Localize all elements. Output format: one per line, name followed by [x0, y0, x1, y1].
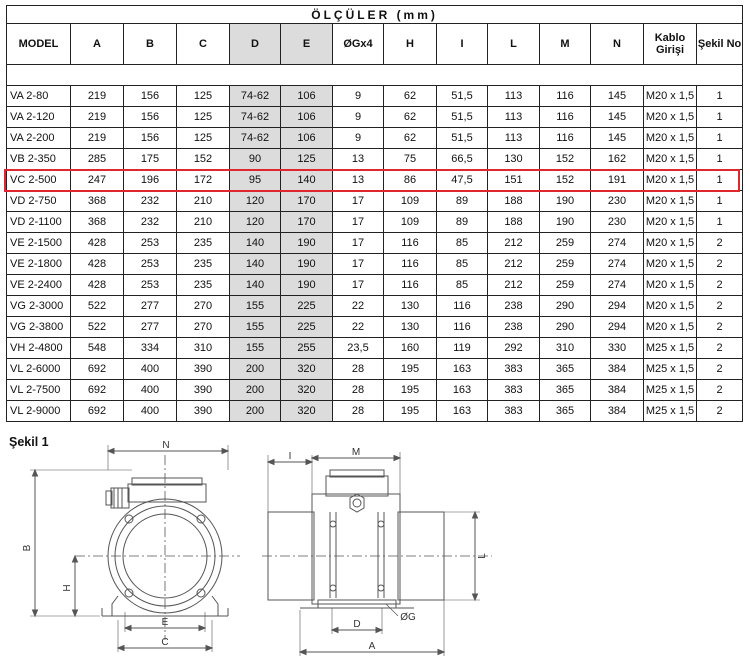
value-cell: 62: [384, 128, 437, 149]
value-cell: 163: [437, 401, 488, 422]
model-cell: VB 2-350: [7, 149, 71, 170]
dim-label-c: C: [161, 637, 169, 648]
value-cell: 22: [333, 296, 384, 317]
value-cell: 74-62: [230, 128, 281, 149]
value-cell: 400: [124, 401, 177, 422]
value-cell: 125: [281, 149, 333, 170]
value-cell: 548: [71, 338, 124, 359]
front-view: [30, 445, 240, 652]
value-cell: M20 x 1,5: [644, 317, 697, 338]
value-cell: 274: [591, 254, 644, 275]
value-cell: 9: [333, 107, 384, 128]
value-cell: 140: [230, 275, 281, 296]
value-cell: 17: [333, 254, 384, 275]
value-cell: 140: [230, 233, 281, 254]
value-cell: 86: [384, 170, 437, 191]
value-cell: 155: [230, 296, 281, 317]
model-cell: VE 2-2400: [7, 275, 71, 296]
value-cell: 253: [124, 275, 177, 296]
value-cell: 47,5: [437, 170, 488, 191]
header-cell: M: [540, 24, 591, 65]
value-cell: 1: [697, 170, 743, 191]
value-cell: 390: [177, 401, 230, 422]
value-cell: 191: [591, 170, 644, 191]
value-cell: M25 x 1,5: [644, 338, 697, 359]
value-cell: 163: [437, 359, 488, 380]
value-cell: 162: [591, 149, 644, 170]
model-cell: VL 2-7500: [7, 380, 71, 401]
header-cell: ØGx4: [333, 24, 384, 65]
model-cell: VG 2-3800: [7, 317, 71, 338]
dim-label-b: B: [22, 544, 33, 552]
value-cell: M20 x 1,5: [644, 296, 697, 317]
model-cell: VG 2-3000: [7, 296, 71, 317]
header-cell: E: [281, 24, 333, 65]
value-cell: 13: [333, 170, 384, 191]
value-cell: 232: [124, 191, 177, 212]
value-cell: 89: [437, 191, 488, 212]
header-cell: I: [437, 24, 488, 65]
header-cell: N: [591, 24, 644, 65]
value-cell: 156: [124, 107, 177, 128]
value-cell: 219: [71, 128, 124, 149]
value-cell: 130: [384, 317, 437, 338]
value-cell: 155: [230, 338, 281, 359]
value-cell: 365: [540, 401, 591, 422]
value-cell: 235: [177, 275, 230, 296]
value-cell: 140: [281, 170, 333, 191]
value-cell: 294: [591, 296, 644, 317]
value-cell: 522: [71, 317, 124, 338]
value-cell: 51,5: [437, 128, 488, 149]
header-cell: L: [488, 24, 540, 65]
value-cell: 428: [71, 233, 124, 254]
value-cell: 120: [230, 191, 281, 212]
header-cell: Şekil No: [697, 24, 743, 65]
value-cell: 160: [384, 338, 437, 359]
value-cell: 170: [281, 212, 333, 233]
value-cell: M20 x 1,5: [644, 107, 697, 128]
table-title: ÖLÇÜLER (mm): [7, 6, 743, 24]
header-cell: A: [71, 24, 124, 65]
value-cell: 384: [591, 359, 644, 380]
value-cell: 195: [384, 359, 437, 380]
value-cell: 428: [71, 275, 124, 296]
value-cell: 116: [540, 128, 591, 149]
value-cell: M20 x 1,5: [644, 86, 697, 107]
value-cell: 225: [281, 296, 333, 317]
value-cell: 2: [697, 233, 743, 254]
value-cell: 89: [437, 212, 488, 233]
value-cell: M25 x 1,5: [644, 359, 697, 380]
value-cell: 200: [230, 380, 281, 401]
value-cell: 85: [437, 233, 488, 254]
value-cell: 85: [437, 254, 488, 275]
value-cell: 51,5: [437, 107, 488, 128]
value-cell: 62: [384, 107, 437, 128]
value-cell: 106: [281, 128, 333, 149]
value-cell: 2: [697, 317, 743, 338]
value-cell: 85: [437, 275, 488, 296]
value-cell: 1: [697, 191, 743, 212]
value-cell: 212: [488, 254, 540, 275]
value-cell: 28: [333, 401, 384, 422]
value-cell: 235: [177, 254, 230, 275]
value-cell: 320: [281, 380, 333, 401]
value-cell: 259: [540, 254, 591, 275]
value-cell: 2: [697, 380, 743, 401]
value-cell: 74-62: [230, 86, 281, 107]
value-cell: 2: [697, 254, 743, 275]
value-cell: 1: [697, 107, 743, 128]
value-cell: 116: [384, 233, 437, 254]
value-cell: 196: [124, 170, 177, 191]
value-cell: 253: [124, 254, 177, 275]
header-cell: B: [124, 24, 177, 65]
value-cell: 238: [488, 317, 540, 338]
value-cell: 170: [281, 191, 333, 212]
value-cell: 290: [540, 317, 591, 338]
value-cell: 109: [384, 212, 437, 233]
value-cell: 190: [540, 212, 591, 233]
value-cell: 259: [540, 275, 591, 296]
value-cell: 113: [488, 86, 540, 107]
value-cell: 109: [384, 191, 437, 212]
value-cell: 62: [384, 86, 437, 107]
value-cell: 692: [71, 401, 124, 422]
value-cell: 368: [71, 212, 124, 233]
value-cell: 2: [697, 359, 743, 380]
dim-label-i: I: [288, 451, 292, 462]
value-cell: 190: [540, 191, 591, 212]
value-cell: 212: [488, 275, 540, 296]
value-cell: 2: [697, 401, 743, 422]
value-cell: 277: [124, 317, 177, 338]
value-cell: 1: [697, 149, 743, 170]
value-cell: 238: [488, 296, 540, 317]
figure-caption: Şekil 1: [9, 435, 49, 449]
model-cell: VA 2-200: [7, 128, 71, 149]
value-cell: 125: [177, 128, 230, 149]
value-cell: 212: [488, 233, 540, 254]
value-cell: 1: [697, 86, 743, 107]
value-cell: 190: [281, 254, 333, 275]
value-cell: 428: [71, 254, 124, 275]
value-cell: 334: [124, 338, 177, 359]
value-cell: 190: [281, 233, 333, 254]
value-cell: 270: [177, 296, 230, 317]
side-view: [262, 452, 492, 656]
value-cell: 290: [540, 296, 591, 317]
model-cell: VE 2-1500: [7, 233, 71, 254]
value-cell: 116: [437, 317, 488, 338]
value-cell: 113: [488, 128, 540, 149]
value-cell: 384: [591, 401, 644, 422]
value-cell: 106: [281, 86, 333, 107]
value-cell: 190: [281, 275, 333, 296]
value-cell: 285: [71, 149, 124, 170]
value-cell: 253: [124, 233, 177, 254]
value-cell: M20 x 1,5: [644, 233, 697, 254]
value-cell: 368: [71, 191, 124, 212]
value-cell: 232: [124, 212, 177, 233]
value-cell: 145: [591, 86, 644, 107]
value-cell: 22: [333, 317, 384, 338]
value-cell: 195: [384, 380, 437, 401]
dim-label-d: D: [353, 619, 361, 630]
model-cell: VH 2-4800: [7, 338, 71, 359]
value-cell: 51,5: [437, 86, 488, 107]
value-cell: M20 x 1,5: [644, 275, 697, 296]
value-cell: 310: [540, 338, 591, 359]
value-cell: 119: [437, 338, 488, 359]
value-cell: 274: [591, 233, 644, 254]
value-cell: 2: [697, 275, 743, 296]
value-cell: 2: [697, 296, 743, 317]
value-cell: 384: [591, 380, 644, 401]
value-cell: 522: [71, 296, 124, 317]
value-cell: M25 x 1,5: [644, 380, 697, 401]
value-cell: 230: [591, 191, 644, 212]
value-cell: 235: [177, 233, 230, 254]
value-cell: 151: [488, 170, 540, 191]
value-cell: 17: [333, 191, 384, 212]
value-cell: 116: [540, 107, 591, 128]
value-cell: 365: [540, 359, 591, 380]
value-cell: 23,5: [333, 338, 384, 359]
value-cell: 400: [124, 359, 177, 380]
value-cell: 116: [384, 254, 437, 275]
value-cell: 2: [697, 338, 743, 359]
value-cell: 259: [540, 233, 591, 254]
value-cell: 106: [281, 107, 333, 128]
value-cell: 383: [488, 359, 540, 380]
value-cell: 116: [437, 296, 488, 317]
value-cell: 156: [124, 86, 177, 107]
value-cell: 195: [384, 401, 437, 422]
model-cell: VL 2-9000: [7, 401, 71, 422]
value-cell: 125: [177, 107, 230, 128]
value-cell: 17: [333, 233, 384, 254]
value-cell: 294: [591, 317, 644, 338]
value-cell: 28: [333, 359, 384, 380]
value-cell: 365: [540, 380, 591, 401]
value-cell: 692: [71, 380, 124, 401]
value-cell: 28: [333, 380, 384, 401]
model-cell: VD 2-1100: [7, 212, 71, 233]
value-cell: 400: [124, 380, 177, 401]
value-cell: 113: [488, 107, 540, 128]
value-cell: 130: [384, 296, 437, 317]
value-cell: 74-62: [230, 107, 281, 128]
value-cell: M20 x 1,5: [644, 128, 697, 149]
value-cell: 383: [488, 401, 540, 422]
dim-label-e: E: [161, 617, 169, 628]
dim-label-g: ØG: [400, 612, 416, 623]
value-cell: 145: [591, 128, 644, 149]
value-cell: 17: [333, 212, 384, 233]
value-cell: 310: [177, 338, 230, 359]
value-cell: 200: [230, 359, 281, 380]
value-cell: 255: [281, 338, 333, 359]
value-cell: 140: [230, 254, 281, 275]
value-cell: M20 x 1,5: [644, 170, 697, 191]
model-cell: VC 2-500: [7, 170, 71, 191]
value-cell: 247: [71, 170, 124, 191]
value-cell: 320: [281, 401, 333, 422]
value-cell: 383: [488, 380, 540, 401]
value-cell: 116: [540, 86, 591, 107]
value-cell: 125: [177, 86, 230, 107]
value-cell: 145: [591, 107, 644, 128]
model-cell: VD 2-750: [7, 191, 71, 212]
value-cell: M20 x 1,5: [644, 254, 697, 275]
value-cell: 163: [437, 380, 488, 401]
value-cell: 219: [71, 86, 124, 107]
value-cell: 155: [230, 317, 281, 338]
dim-label-m: M: [351, 447, 361, 458]
header-cell: MODEL: [7, 24, 71, 65]
value-cell: 330: [591, 338, 644, 359]
value-cell: 175: [124, 149, 177, 170]
header-cell: C: [177, 24, 230, 65]
value-cell: 13: [333, 149, 384, 170]
dim-label-n: N: [162, 440, 170, 451]
value-cell: 152: [540, 149, 591, 170]
value-cell: 188: [488, 191, 540, 212]
value-cell: 95: [230, 170, 281, 191]
value-cell: 120: [230, 212, 281, 233]
model-cell: VA 2-120: [7, 107, 71, 128]
value-cell: 692: [71, 359, 124, 380]
value-cell: M20 x 1,5: [644, 212, 697, 233]
header-cell: D: [230, 24, 281, 65]
value-cell: 230: [591, 212, 644, 233]
value-cell: 292: [488, 338, 540, 359]
dim-label-l: L: [477, 553, 488, 559]
value-cell: 75: [384, 149, 437, 170]
model-cell: VA 2-80: [7, 86, 71, 107]
dim-label-a: A: [368, 641, 376, 652]
value-cell: 130: [488, 149, 540, 170]
value-cell: 225: [281, 317, 333, 338]
value-cell: 90: [230, 149, 281, 170]
value-cell: 1: [697, 212, 743, 233]
model-cell: VL 2-6000: [7, 359, 71, 380]
value-cell: 274: [591, 275, 644, 296]
value-cell: 277: [124, 296, 177, 317]
dim-label-h: H: [62, 584, 73, 592]
model-cell: VE 2-1800: [7, 254, 71, 275]
value-cell: 1: [697, 128, 743, 149]
value-cell: 390: [177, 380, 230, 401]
value-cell: 270: [177, 317, 230, 338]
value-cell: M20 x 1,5: [644, 149, 697, 170]
value-cell: M20 x 1,5: [644, 191, 697, 212]
header-cell: H: [384, 24, 437, 65]
value-cell: 9: [333, 128, 384, 149]
value-cell: 172: [177, 170, 230, 191]
value-cell: 17: [333, 275, 384, 296]
value-cell: 210: [177, 212, 230, 233]
value-cell: 152: [177, 149, 230, 170]
value-cell: 66,5: [437, 149, 488, 170]
header-cell: Kablo Girişi: [644, 24, 697, 65]
value-cell: 156: [124, 128, 177, 149]
value-cell: 200: [230, 401, 281, 422]
value-cell: M25 x 1,5: [644, 401, 697, 422]
value-cell: 152: [540, 170, 591, 191]
value-cell: 210: [177, 191, 230, 212]
value-cell: 320: [281, 359, 333, 380]
value-cell: 116: [384, 275, 437, 296]
value-cell: 390: [177, 359, 230, 380]
value-cell: 188: [488, 212, 540, 233]
value-cell: 219: [71, 107, 124, 128]
value-cell: 9: [333, 86, 384, 107]
